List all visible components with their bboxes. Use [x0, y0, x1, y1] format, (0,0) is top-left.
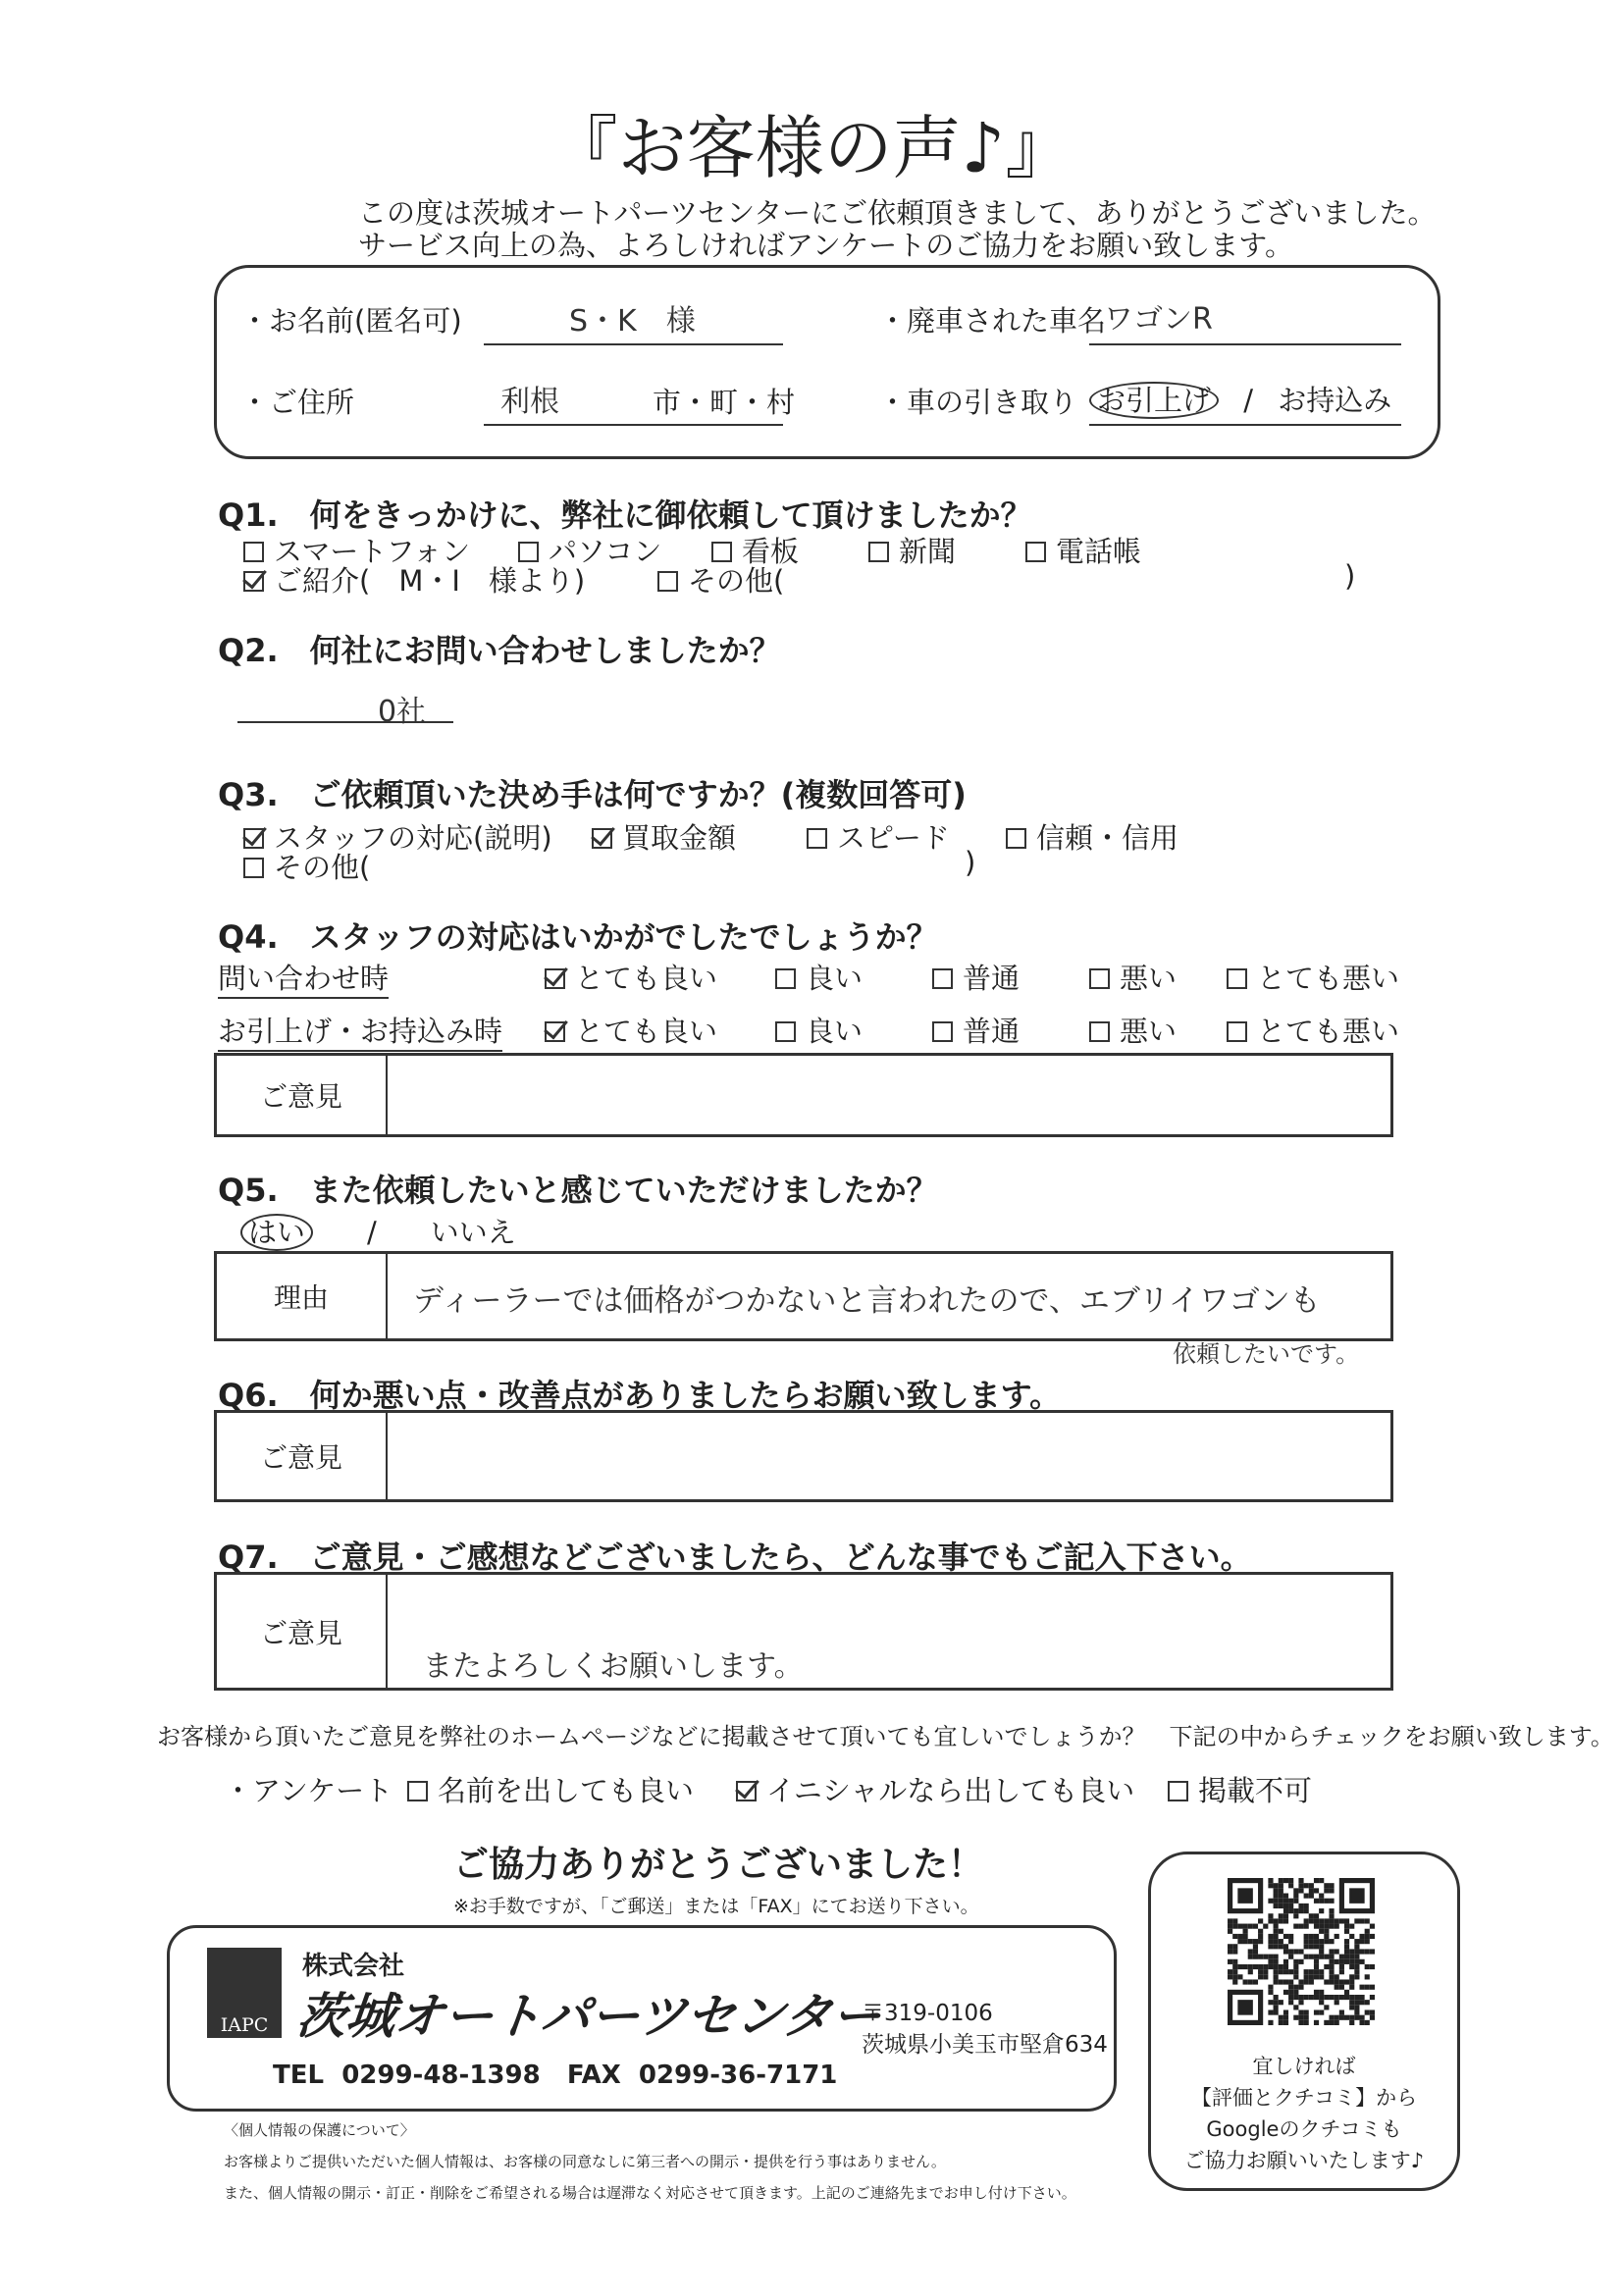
q6-comment-label: ご意見 [217, 1413, 388, 1499]
q4-comment-box[interactable] [214, 1053, 1393, 1137]
checkbox[interactable] [1006, 828, 1026, 849]
q5-yes-selected[interactable]: はい [240, 1214, 313, 1251]
q5-reason-text: ディーラーでは価格がつかないと言われたので、エブリイワゴンも [413, 1283, 1321, 1319]
q4-rating-option[interactable]: 悪い [1089, 957, 1177, 997]
q4-row-label: 問い合わせ時 [218, 957, 389, 999]
q4-rating-option[interactable]: 良い [775, 1010, 863, 1050]
company-postal: 〒319-0106 [862, 2001, 993, 2026]
q3-option[interactable]: スピード [807, 816, 950, 857]
q4-question: Q4. スタッフの対応はいかがでしたでしょうか？ [218, 918, 938, 956]
q6-question: Q6. 何か悪い点・改善点がありましたらお願い致します。 [218, 1377, 1062, 1414]
company-address: 茨城県小美玉市堅倉634 [862, 2032, 1108, 2058]
checkbox[interactable] [1025, 542, 1046, 562]
q3-question: Q3. ご依頼頂いた決め手は何ですか？(複数回答可) [218, 776, 967, 813]
q1-close-paren: ) [1344, 559, 1356, 593]
q3-option[interactable]: 信頼・信用 [1006, 816, 1178, 857]
consent-question: お客様から頂いたご意見を弊社のホームページなどに掲載させて頂いても宜しいでしょうか？ 下記の中からチェックをお願い致します。 [157, 1723, 1614, 1750]
q4-rating-option[interactable]: 普通 [932, 957, 1020, 997]
company-type: 株式会社 [302, 1952, 405, 1981]
q4-rating-option[interactable]: 悪い [1089, 1010, 1177, 1050]
q6-comment-box[interactable] [214, 1410, 1393, 1502]
q7-comment-label: ご意見 [217, 1575, 388, 1688]
q4-rating-option[interactable]: とても悪い [1227, 957, 1399, 997]
q2-answer: 0社 [378, 695, 427, 729]
checkbox-checked[interactable] [243, 571, 264, 592]
customer-info-box [214, 265, 1440, 459]
q1-option[interactable]: 新聞 [868, 530, 956, 570]
intro-line-1: この度は茨城オートパーツセンターにご依頼頂きまして、ありがとうございました。 [358, 196, 1437, 230]
page-title: 『お客様の声♪』 [549, 108, 1074, 188]
checkbox[interactable] [545, 1021, 565, 1042]
thanks-message: ご協力ありがとうございました！ [453, 1845, 984, 1885]
checkbox[interactable] [407, 1781, 428, 1801]
consent-option[interactable]: 掲載不可 [1168, 1769, 1312, 1809]
privacy-line-1: お客様よりご提供いただいた個人情報は、お客様の同意なしに第三者への開示・提供を行う事はありません。 [224, 2153, 946, 2170]
q5-no[interactable]: いいえ [430, 1216, 516, 1249]
address-value: 利根 [500, 385, 559, 419]
q5-reason-box[interactable] [214, 1251, 1393, 1341]
q1-option[interactable]: 電話帳 [1025, 530, 1141, 570]
checkbox[interactable] [1089, 1021, 1110, 1042]
q1-question: Q1. 何をきっかけに、弊社に御依頼して頂けましたか？ [218, 496, 1032, 534]
checkbox[interactable] [775, 1021, 796, 1042]
company-logo: IAPC [207, 1948, 282, 2038]
consent-option[interactable]: 名前を出しても良い [407, 1769, 694, 1809]
checkbox[interactable] [1227, 968, 1247, 989]
checkbox[interactable] [868, 542, 889, 562]
q3-option[interactable]: 買取金額 [592, 816, 736, 857]
q5-question: Q5. また依頼したいと感じていただけましたか？ [218, 1172, 938, 1209]
checkbox[interactable] [1227, 1021, 1247, 1042]
company-contact: TEL 0299-48-1398 FAX 0299-36-7171 [273, 2061, 838, 2090]
q4-rating-option[interactable]: とても良い [545, 1010, 717, 1050]
name-label: ・お名前(匿名可) [240, 304, 462, 338]
checkbox-checked[interactable] [592, 828, 612, 849]
send-note: ※お手数ですが、「ご郵送」または「FAX」にてお送り下さい。 [453, 1896, 979, 1917]
q3-option[interactable]: スタッフの対応(説明) [243, 816, 552, 857]
q1-option-other[interactable]: その他( [657, 559, 784, 600]
q4-row-label: お引上げ・お持込み時 [218, 1010, 502, 1052]
q7-question: Q7. ご意見・ご感想などございましたら、どんな事でもご記入下さい。 [218, 1539, 1252, 1576]
checkbox[interactable] [932, 1021, 953, 1042]
qr-code[interactable] [1228, 1878, 1375, 2025]
company-box [167, 1925, 1117, 2112]
company-name: 茨城オートパーツセンター [293, 1988, 884, 2045]
name-value: S・K 様 [569, 304, 696, 339]
car-value: ワゴンR [1104, 302, 1213, 337]
q5-reason-label: 理由 [217, 1254, 388, 1338]
address-label: ・ご住所 [240, 386, 355, 419]
q1-option[interactable]: スマートフォン [243, 530, 470, 570]
pickup-options [1089, 379, 1391, 419]
pickup-option[interactable]: お持込み [1278, 384, 1392, 417]
q4-rating-option[interactable]: とても良い [545, 957, 717, 997]
q4-rating-option[interactable]: 普通 [932, 1010, 1020, 1050]
checkbox[interactable] [775, 968, 796, 989]
consent-label: ・アンケート [224, 1774, 393, 1807]
tel-number[interactable]: 0299-48-1398 [341, 2061, 541, 2090]
q3-option-other[interactable]: その他( [243, 846, 370, 886]
checkbox[interactable] [932, 968, 953, 989]
q4-rating-option[interactable]: とても悪い [1227, 1010, 1399, 1050]
qr-caption: 宜しければ 【評価とクチコミ】から Googleのクチコミも ご協力お願いいたします♪ [1183, 2055, 1425, 2172]
q7-comment-box[interactable] [214, 1572, 1393, 1691]
pickup-separator: / [1243, 384, 1254, 417]
fax-number: 0299-36-7171 [638, 2061, 838, 2090]
checkbox[interactable] [243, 858, 264, 878]
consent-option[interactable]: イニシャルなら出しても良い [736, 1769, 1134, 1809]
checkbox[interactable] [807, 828, 827, 849]
checkbox[interactable] [657, 571, 678, 592]
q5-reason-text-2: 依頼したいです。 [1173, 1340, 1360, 1368]
car-label: ・廃車された車名 [878, 304, 1107, 338]
q5-answer: はい / いいえ [240, 1211, 516, 1251]
privacy-heading: 〈個人情報の保護について〉 [224, 2121, 415, 2139]
q2-question: Q2. 何社にお問い合わせしましたか？ [218, 632, 781, 669]
checkbox[interactable] [1089, 968, 1110, 989]
address-suffix: 市・町・村 [653, 386, 796, 419]
checkbox[interactable] [1168, 1781, 1188, 1801]
pickup-label: ・車の引き取り [878, 386, 1078, 419]
checkbox[interactable] [545, 968, 565, 989]
q1-option[interactable]: 看板 [711, 530, 799, 570]
privacy-line-2: また、個人情報の開示・訂正・削除をご希望される場合は遅滞なく対応させて頂きます。上記のご連絡先までお申し付け下さい。 [224, 2184, 1076, 2202]
qr-box [1148, 1852, 1460, 2191]
checkbox-checked[interactable] [736, 1781, 757, 1801]
intro-line-2: サービス向上の為、よろしければアンケートのご協力をお願い致します。 [358, 229, 1293, 262]
q3-close-paren: ) [965, 846, 976, 879]
q7-comment-text: またよろしくお願いします。 [423, 1649, 804, 1684]
q1-option[interactable]: パソコン [518, 530, 661, 570]
q4-comment-label: ご意見 [217, 1056, 388, 1134]
pickup-option-selected[interactable]: お引上げ [1089, 382, 1219, 419]
q4-rating-option[interactable]: 良い [775, 957, 863, 997]
q1-option-referral[interactable]: ご紹介( M・I 様より) [243, 559, 585, 600]
